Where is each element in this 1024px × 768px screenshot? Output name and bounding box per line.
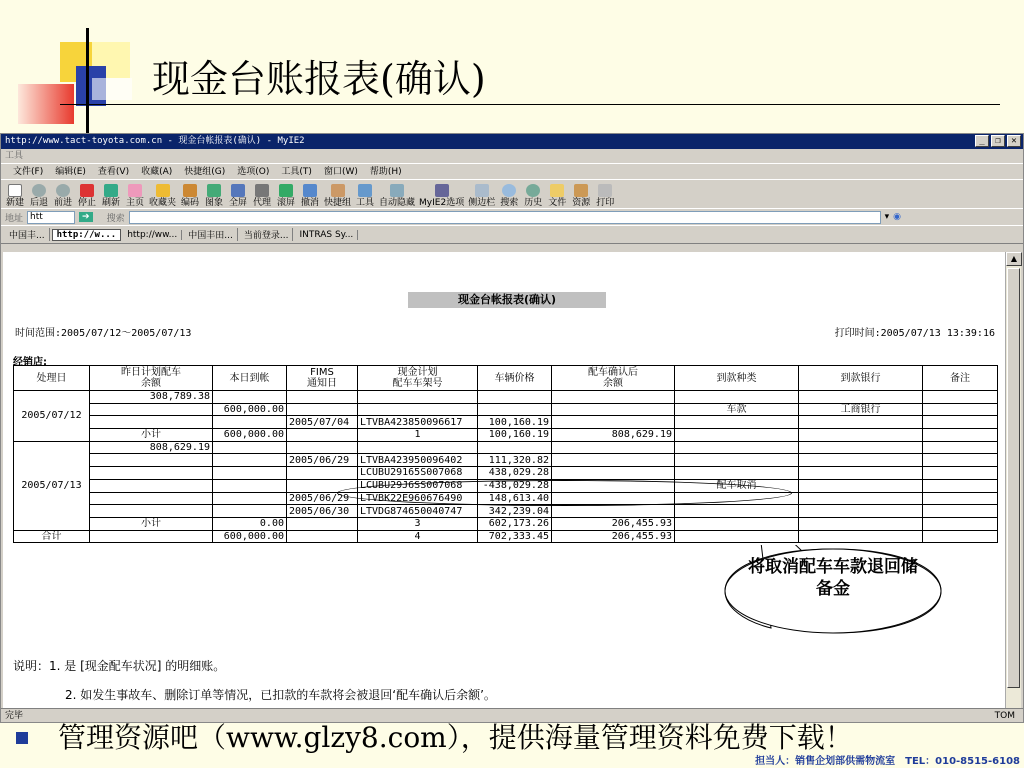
table-cell [213,441,287,454]
status-text: 完毕 [5,711,24,721]
groups-button[interactable]: 快捷组 [322,184,353,208]
stop-button[interactable]: 停止 [75,184,99,208]
table-cell [923,517,998,530]
tab-5[interactable]: 当前登录... [240,228,294,241]
print-icon [598,184,612,197]
table-cell [358,403,478,416]
menu-window[interactable]: 窗口(W) [323,167,358,177]
resources-button[interactable]: 资源 [569,184,593,208]
dealer-label: 经销店: [13,357,47,368]
address-label: 地址 [5,213,24,224]
table-cell [799,441,923,454]
tools-icon [358,184,372,197]
table-cell: 600,000.00 [213,429,287,442]
new-page-icon [8,184,22,197]
table-cell [675,454,799,467]
table-cell [213,416,287,429]
undo-icon [303,184,317,197]
table-cell [799,492,923,505]
favorites-button[interactable]: 收藏夹 [147,184,178,208]
table-cell [213,505,287,518]
table-cell: 308,789.38 [90,391,213,404]
table-cell [923,505,998,518]
table-cell [923,403,998,416]
table-cell [358,391,478,404]
table-cell [358,441,478,454]
table-cell: 100,160.19 [478,429,552,442]
table-cell [675,467,799,480]
date-cell: 2005/07/12 [14,391,90,442]
toolbar-caption: 工具 [1,149,1023,164]
address-bar [1,209,1023,226]
col-header: 处理日 [14,366,90,391]
table-cell: 小计 [90,429,213,442]
table-cell [287,391,358,404]
search-button[interactable]: 搜索 [497,184,521,208]
scroll-icon [279,184,293,197]
back-button[interactable]: 后退 [27,184,51,208]
table-row [14,441,998,454]
table-cell: 2005/06/29 [287,454,358,467]
home-icon [128,184,142,197]
table-row [14,429,998,442]
table-cell: 148,613.40 [478,492,552,505]
table-cell [90,492,213,505]
table-cell [90,403,213,416]
stop-icon [80,184,94,197]
table-cell [923,416,998,429]
table-cell [675,505,799,518]
note-line-2: 2. 如发生事故车、删除订单等情况，已扣款的车款将会被退回‘配车确认后余额’。 [65,688,496,702]
fullscreen-button[interactable]: 全屏 [226,184,250,208]
table-cell [799,479,923,492]
table-cell [923,479,998,492]
browser-logo-icon[interactable]: ◉ [893,212,901,222]
table-cell [799,517,923,530]
menu-options[interactable]: 选项(O) [237,167,270,177]
table-cell: LTVBK22E960676490 [358,492,478,505]
table-cell: 3 [358,517,478,530]
table-cell [90,479,213,492]
table-cell: 342,239.04 [478,505,552,518]
menu-edit[interactable]: 编辑(E) [55,167,86,177]
table-cell [799,454,923,467]
col-header: FIMS 通知日 [287,366,358,391]
table-cell [675,441,799,454]
table-cell [923,429,998,442]
highlight-ellipse [337,480,792,506]
footer-bullet-icon [16,732,28,744]
table-cell [213,479,287,492]
table-cell [213,391,287,404]
col-header: 到款银行 [799,366,923,391]
back-arrow-icon [32,184,46,197]
table-cell: 600,000.00 [213,530,287,543]
table-row [14,454,998,467]
resources-icon [574,184,588,197]
table-cell [675,416,799,429]
cash-ledger-table [13,365,998,543]
table-cell: 438,029.28 [478,467,552,480]
note-line-1: 说明：1. 是 [现金配车状况] 的明细账。 [13,659,226,673]
table-cell [799,467,923,480]
col-header: 本日到帐 [213,366,287,391]
minimize-icon[interactable]: _ [975,135,989,147]
col-header: 车辆价格 [478,366,552,391]
table-row [14,416,998,429]
table-cell [552,391,675,404]
table-row [14,505,998,518]
table-cell [552,416,675,429]
refresh-icon [104,184,118,197]
table-cell [213,492,287,505]
autoscroll-button[interactable]: 滚屏 [274,184,298,208]
table-cell [552,403,675,416]
slide-title: 现金台账报表(确认) [152,57,486,101]
table-cell [799,416,923,429]
tab-bar [1,226,1023,244]
table-cell [675,530,799,543]
file-button[interactable]: 文件 [545,184,569,208]
table-cell: 206,455.93 [552,530,675,543]
table-cell [287,467,358,480]
table-cell [675,517,799,530]
table-header-row [14,366,998,391]
col-header: 到款种类 [675,366,799,391]
myie-options-button[interactable]: MyIE2选项 [417,184,466,208]
table-cell [552,454,675,467]
decor-line-horizontal [60,104,1000,105]
table-cell: 602,173.26 [478,517,552,530]
table-cell: 2005/06/29 [287,492,358,505]
table-cell: 111,320.82 [478,454,552,467]
col-header: 现金计划 配车车架号 [358,366,478,391]
scroll-up-icon[interactable]: ▲ [1006,252,1022,266]
table-cell: 4 [358,530,478,543]
table-cell [213,454,287,467]
table-cell: -438,029.28 [478,479,552,492]
date-cell: 2005/07/13 [14,441,90,530]
table-cell: 808,629.19 [552,429,675,442]
table-cell [90,467,213,480]
menu-groups[interactable]: 快捷组(G) [184,167,226,177]
table-row [14,517,998,530]
callout-text: 将取消配车车款退回储备金 [748,557,918,599]
decor-line-vertical [86,28,89,148]
sidebar-icon [475,184,489,197]
table-cell [675,391,799,404]
scroll-thumb[interactable] [1007,268,1020,688]
table-cell [287,441,358,454]
options-icon [435,184,449,197]
autohide-button[interactable]: 自动隐藏 [377,184,417,208]
table-cell [478,391,552,404]
page-content [3,252,1007,718]
table-cell: 100,160.19 [478,416,552,429]
table-cell [923,454,998,467]
report-print-time: 打印时间:2005/07/13 13:39:16 [834,328,995,339]
table-cell [213,467,287,480]
close-icon[interactable]: ✕ [1007,135,1021,147]
table-cell [923,391,998,404]
table-cell: 小计 [90,517,213,530]
address-input[interactable]: htt [27,211,75,224]
col-header: 昨日计划配车 余额 [90,366,213,391]
report-range: 时间范围:2005/07/12～2005/07/13 [15,328,192,339]
status-right: TOM [994,711,1015,721]
table-cell [478,441,552,454]
table-cell [923,530,998,543]
dropdown-icon[interactable]: ▾ [884,212,890,222]
table-cell [923,441,998,454]
table-cell [287,530,358,543]
window-title: http://www.tact-toyota.com.cn - 现金台帐报表(确认) - MyIE2 [5,136,305,146]
table-cell [799,391,923,404]
table-cell: 206,455.93 [552,517,675,530]
table-cell: 1 [358,429,478,442]
footer-text: 管理资源吧（www.glzy8.com），提供海量管理资料免费下载！ [58,721,853,754]
vertical-scrollbar[interactable] [1005,252,1021,718]
history-icon [526,184,540,197]
images-button[interactable]: 图象 [202,184,226,208]
proxy-icon [255,184,269,197]
window-titlebar [1,134,1023,149]
restore-icon[interactable]: ❐ [991,135,1005,147]
table-cell: 配车取消 [675,479,799,492]
table-cell: 0.00 [213,517,287,530]
table-row [14,467,998,480]
col-header: 备注 [923,366,998,391]
table-cell: LCUBU29J6SS007068 [358,479,478,492]
menu-help[interactable]: 帮助(H) [369,167,402,177]
tab-1[interactable]: 中国丰... [5,228,50,241]
table-cell [478,403,552,416]
table-cell: LCUBU29165S007068 [358,467,478,480]
table-cell [287,429,358,442]
forward-button[interactable]: 前进 [51,184,75,208]
menu-tools[interactable]: 工具(T) [281,167,312,177]
fullscreen-icon [231,184,245,197]
autohide-icon [390,184,404,197]
menu-favorites[interactable]: 收藏(A) [141,167,173,177]
report-title: 现金台帐报表(确认) [408,292,606,308]
tab-2[interactable]: http://w... [52,229,122,241]
table-cell [90,505,213,518]
undo-button[interactable]: 撤消 [298,184,322,208]
menu-bar [1,164,1023,180]
table-cell: LTVBA423950096402 [358,454,478,467]
table-cell: 车款 [675,403,799,416]
search-icon [502,184,516,197]
table-cell [923,492,998,505]
table-cell: 2005/06/30 [287,505,358,518]
image-icon [207,184,221,197]
folder-icon [550,184,564,197]
search-label: 搜索 [106,213,125,224]
table-cell [287,403,358,416]
table-cell [675,429,799,442]
tools-button[interactable]: 工具 [353,184,377,208]
table-cell [799,429,923,442]
table-cell [90,416,213,429]
refresh-button[interactable]: 刷新 [99,184,123,208]
menu-view[interactable]: 查看(V) [97,167,130,177]
col-header: 配车确认后 余额 [552,366,675,391]
search-input[interactable] [129,211,881,224]
history-button[interactable]: 历史 [521,184,545,208]
table-cell [287,517,358,530]
proxy-button[interactable]: 代理 [250,184,274,208]
table-cell [90,530,213,543]
table-cell [799,530,923,543]
go-icon[interactable]: ➔ [79,212,93,222]
encoding-button[interactable]: 编码 [178,184,202,208]
group-icon [331,184,345,197]
table-cell: 600,000.00 [213,403,287,416]
table-cell: 工商银行 [799,403,923,416]
credit-text: 担当人：销售企划部供需物流室 TEL：010-8515-6108 [755,756,1020,767]
table-cell: LTVBA423850096617 [358,416,478,429]
table-cell: 808,629.19 [90,441,213,454]
menu-file[interactable]: 文件(F) [13,167,44,177]
table-cell [90,454,213,467]
tab-6[interactable]: INTRAS Sy... [295,230,358,240]
table-cell: 合计 [14,530,90,543]
table-cell [552,467,675,480]
table-row [14,403,998,416]
table-cell [923,467,998,480]
new-button[interactable]: 新建 [3,184,27,208]
sidebar-button[interactable]: 侧边栏 [466,184,497,208]
table-cell [799,505,923,518]
table-cell: 2005/07/04 [287,416,358,429]
tab-3[interactable]: http://ww... [123,230,182,240]
table-cell: 702,333.45 [478,530,552,543]
star-icon [156,184,170,197]
icon-toolbar [1,180,1023,209]
tab-4[interactable]: 中国丰田... [184,228,238,241]
table-row [14,530,998,543]
table-cell: LTVDG874650040747 [358,505,478,518]
table-row [14,391,998,404]
browser-window [0,133,1024,723]
encoding-icon [183,184,197,197]
table-cell [552,505,675,518]
forward-arrow-icon [56,184,70,197]
home-button[interactable]: 主页 [123,184,147,208]
table-cell [552,441,675,454]
print-button[interactable]: 打印 [593,184,617,208]
